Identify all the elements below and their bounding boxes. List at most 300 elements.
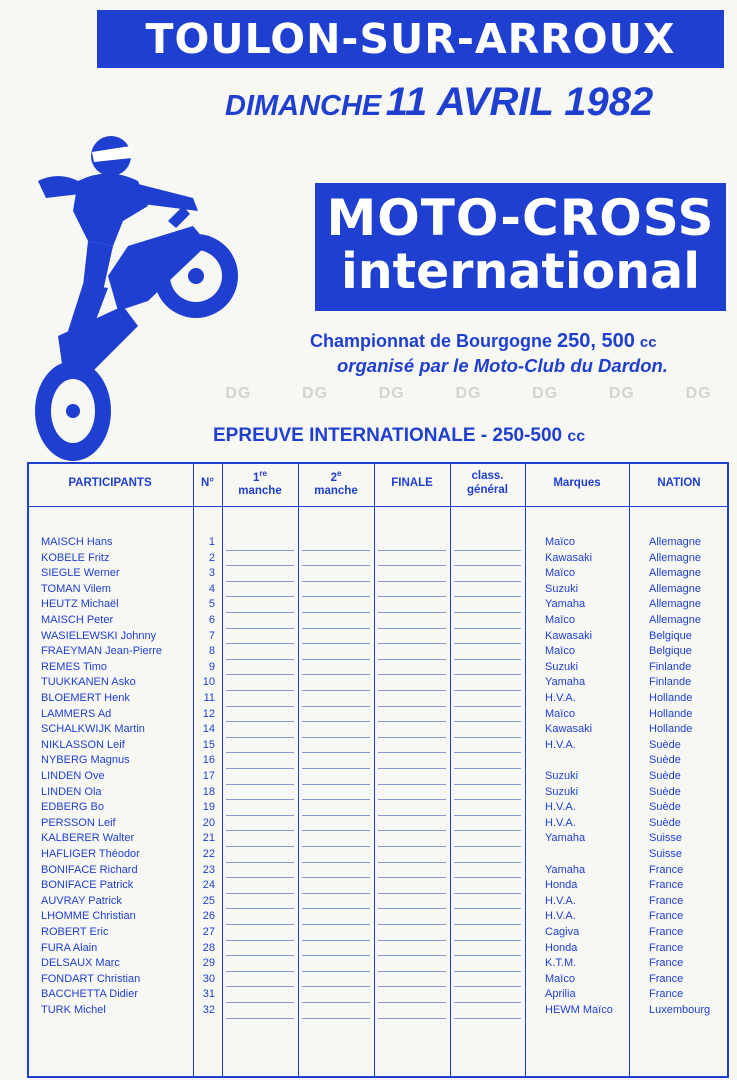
participant-number: 9 <box>208 660 215 673</box>
participant-number: 31 <box>202 988 215 1001</box>
participant-name: LINDEN Ove <box>41 770 105 782</box>
participant-number: 16 <box>202 754 215 767</box>
result-entry-line <box>226 784 294 785</box>
header-classement <box>450 462 525 506</box>
participant-nation: Finlande <box>649 660 692 673</box>
result-entry-line <box>226 690 294 691</box>
header-divider <box>27 506 729 507</box>
participant-nation: Allemagne <box>649 582 701 595</box>
result-entry-line <box>302 908 370 909</box>
result-entry-line <box>454 674 521 675</box>
participant-name: REMES Timo <box>41 660 108 673</box>
result-entry-line <box>302 955 370 956</box>
participant-number: 32 <box>202 1004 215 1016</box>
result-entry-line <box>454 986 521 987</box>
participant-number: 8 <box>208 645 215 658</box>
participant-number: 27 <box>202 926 215 938</box>
result-entry-line <box>454 908 521 909</box>
result-entry-line <box>226 628 294 629</box>
result-entry-line <box>454 784 521 785</box>
result-entry-line <box>454 799 521 800</box>
participant-nation: Suède <box>649 770 681 782</box>
header-manche-1-ordinal <box>253 469 267 486</box>
watermark: DG <box>378 385 405 402</box>
result-entry-line <box>226 815 294 816</box>
participant-nation: Allemagne <box>649 614 701 626</box>
result-entry-line <box>454 768 521 769</box>
participant-name: LAMMERS Ad <box>41 707 112 720</box>
ordinal-suffix: e <box>336 468 342 478</box>
participant-marque: Maïco <box>545 972 575 985</box>
result-entry-line <box>378 971 446 972</box>
result-entry-line <box>226 596 294 597</box>
town-title: TOULON-SUR-ARROUX <box>97 10 724 68</box>
participant-nation: France <box>649 957 684 970</box>
participant-number: 7 <box>208 629 215 642</box>
result-entry-line <box>378 1002 446 1003</box>
participant-marque: Maïco <box>545 614 575 626</box>
result-entry-line <box>378 659 446 660</box>
participant-name: LINDEN Ola <box>41 785 102 798</box>
result-entry-line <box>302 1002 370 1003</box>
result-entry-line <box>226 612 294 613</box>
participant-number: 24 <box>202 879 215 892</box>
result-entry-line <box>454 565 521 566</box>
championship-unit: cc <box>639 334 657 351</box>
result-entry-line <box>302 877 370 878</box>
result-entry-line <box>454 862 521 863</box>
result-entry-line <box>226 908 294 909</box>
motocross-rider-illustration <box>18 126 243 466</box>
participant-nation: Suisse <box>649 832 683 845</box>
result-entry-line <box>226 721 294 722</box>
result-entry-line <box>378 674 446 675</box>
participant-nation: Hollande <box>649 723 693 736</box>
result-entry-line <box>378 784 446 785</box>
column-divider <box>374 462 375 1078</box>
result-entry-line <box>226 846 294 847</box>
participant-name: EDBERG Bo <box>41 801 104 814</box>
participant-name: TUUKKANEN Asko <box>41 676 136 689</box>
result-entry-line <box>302 659 370 660</box>
result-entry-line <box>454 721 521 722</box>
participant-name: WASIELEWSKI Johnny <box>41 629 157 642</box>
participant-name: FURA Alain <box>41 941 98 954</box>
result-entry-line <box>378 690 446 691</box>
participant-marque: Kawasaki <box>545 551 593 564</box>
participant-nation: Allemagne <box>649 567 701 580</box>
participant-marque: Yamaha <box>545 863 586 876</box>
participant-name: DELSAUX Marc <box>41 957 120 970</box>
watermark-row <box>0 385 737 409</box>
result-entry-line <box>226 752 294 753</box>
result-entry-line <box>378 986 446 987</box>
result-entry-line <box>226 1002 294 1003</box>
result-entry-line <box>226 924 294 925</box>
ordinal-number: 1 <box>253 471 260 484</box>
result-entry-line <box>226 986 294 987</box>
participant-nation: Finlande <box>649 676 692 689</box>
participant-nation: Allemagne <box>649 536 701 548</box>
participant-marque: Maïco <box>545 536 575 548</box>
participant-number: 29 <box>202 957 215 970</box>
participant-marque: Yamaha <box>545 676 586 689</box>
moto-cross-banner <box>315 183 726 311</box>
result-entry-line <box>454 550 521 551</box>
result-entry-line <box>302 737 370 738</box>
result-entry-line <box>454 690 521 691</box>
header-number <box>193 462 222 506</box>
result-entry-line <box>378 628 446 629</box>
participant-name: MAISCH Hans <box>41 536 113 548</box>
participant-nation: Belgique <box>649 629 692 642</box>
participant-marque <box>545 847 629 863</box>
result-entry-line <box>226 581 294 582</box>
participant-marque: Honda <box>545 941 578 954</box>
result-entry-line <box>378 612 446 613</box>
result-entry-line <box>378 862 446 863</box>
header-participants <box>27 462 193 506</box>
result-entry-line <box>226 971 294 972</box>
result-entry-line <box>454 628 521 629</box>
result-entry-line <box>454 706 521 707</box>
header-manche-2-label: manche <box>314 485 358 498</box>
race-title-unit: cc <box>567 428 586 445</box>
result-entry-line <box>378 815 446 816</box>
result-entry-line <box>226 940 294 941</box>
result-entry-line <box>302 565 370 566</box>
participant-number: 30 <box>202 972 215 985</box>
participant-name: FONDART Christian <box>41 972 141 985</box>
participant-nation: France <box>649 863 684 876</box>
watermark: DG <box>685 385 712 402</box>
result-entry-line <box>454 596 521 597</box>
participant-nation: France <box>649 972 684 985</box>
result-entry-line <box>378 940 446 941</box>
ordinal-suffix: re <box>259 468 267 478</box>
participant-name: SCHALKWIJK Martin <box>41 723 145 736</box>
participant-marque: Aprilia <box>545 988 576 1001</box>
participant-name: BONIFACE Richard <box>41 863 138 876</box>
result-entry-line <box>302 674 370 675</box>
result-entry-line <box>302 706 370 707</box>
column-divider <box>525 462 526 1078</box>
result-entry-line <box>378 877 446 878</box>
result-entry-line <box>454 815 521 816</box>
participant-number: 17 <box>202 770 215 782</box>
result-entry-line <box>378 550 446 551</box>
result-entry-line <box>302 550 370 551</box>
header-nation-label: NATION <box>657 477 701 490</box>
result-entry-line <box>302 815 370 816</box>
header-class-line-2: général <box>467 484 508 496</box>
participant-name: NYBERG Magnus <box>41 754 130 767</box>
participant-nation: Suède <box>649 754 681 767</box>
result-entry-line <box>226 674 294 675</box>
participant-nation: France <box>649 926 684 938</box>
participant-number: 21 <box>202 832 215 845</box>
result-entry-line <box>302 799 370 800</box>
result-entry-line <box>454 924 521 925</box>
participant-nation: Suède <box>649 785 681 798</box>
result-entry-line <box>454 955 521 956</box>
column-divider <box>222 462 223 1078</box>
result-entry-line <box>302 846 370 847</box>
result-entry-line <box>226 565 294 566</box>
result-entry-line <box>454 830 521 831</box>
result-entry-line <box>302 784 370 785</box>
result-entry-line <box>454 971 521 972</box>
watermark: DG <box>225 385 252 402</box>
participant-nation: Hollande <box>649 707 693 720</box>
participant-number: 11 <box>203 692 215 704</box>
result-entry-line <box>378 565 446 566</box>
result-entry-line <box>302 752 370 753</box>
participant-number: 6 <box>208 614 215 626</box>
participant-nation: France <box>649 894 684 907</box>
participant-nation: Suisse <box>649 848 683 860</box>
result-entry-line <box>378 908 446 909</box>
date-day: DIMANCHE <box>225 90 382 122</box>
result-entry-line <box>226 1018 294 1019</box>
participant-name: MAISCH Peter <box>41 614 114 626</box>
participant-number: 19 <box>202 801 215 814</box>
participant-name: PERSSON Leif <box>41 816 116 829</box>
result-entry-line <box>454 643 521 644</box>
participant-name: FRAEYMAN Jean-Pierre <box>41 645 163 658</box>
participant-number: 1 <box>208 536 215 548</box>
participant-name: BACCHETTA Didier <box>41 988 138 1001</box>
participant-marque: HEWM Maïco <box>545 1004 613 1016</box>
result-entry-line <box>226 862 294 863</box>
championship-classes: 250, 500 <box>557 330 635 352</box>
result-entry-line <box>302 1018 370 1019</box>
participant-number: 14 <box>202 723 215 736</box>
participant-number: 23 <box>202 863 215 876</box>
result-entry-line <box>454 752 521 753</box>
result-entry-line <box>226 830 294 831</box>
participant-nation: France <box>649 988 684 1001</box>
race-title <box>213 425 733 447</box>
participant-marque: K.T.M. <box>545 957 577 970</box>
participant-name: KALBERER Walter <box>41 832 135 845</box>
result-entry-line <box>378 768 446 769</box>
participant-marque: Suzuki <box>545 660 579 673</box>
participant-name: NIKLASSON Leif <box>41 738 125 751</box>
participant-marque: H.V.A. <box>545 816 576 829</box>
result-entry-line <box>378 596 446 597</box>
result-entry-line <box>454 612 521 613</box>
organiser-line: organisé par le Moto-Club du Dardon. <box>337 355 668 376</box>
result-entry-line <box>302 690 370 691</box>
participant-marque <box>545 753 629 769</box>
participant-name: SIEGLE Werner <box>41 567 120 580</box>
watermark: DG <box>608 385 635 402</box>
results-table <box>27 462 729 1078</box>
column-divider <box>298 462 299 1078</box>
result-entry-line <box>302 721 370 722</box>
event-date <box>225 80 725 125</box>
result-entry-line <box>302 768 370 769</box>
result-entry-line <box>302 830 370 831</box>
watermark: DG <box>532 385 559 402</box>
participant-nation: France <box>649 879 684 892</box>
header-finale-label: FINALE <box>391 477 433 490</box>
result-entry-line <box>378 1018 446 1019</box>
participant-marque: Maïco <box>545 645 575 658</box>
result-entry-line <box>226 706 294 707</box>
result-entry-line <box>302 862 370 863</box>
result-entry-line <box>378 721 446 722</box>
participant-nation: Suède <box>649 816 681 829</box>
header-nation <box>629 462 729 506</box>
participant-marque: Honda <box>545 879 578 892</box>
result-entry-line <box>454 659 521 660</box>
result-entry-line <box>302 940 370 941</box>
participant-name: KOBELE Fritz <box>41 551 110 564</box>
participant-nation: Suède <box>649 738 681 751</box>
participant-marque: Suzuki <box>545 785 579 798</box>
participant-marque: H.V.A. <box>545 894 576 907</box>
result-entry-line <box>378 955 446 956</box>
result-entry-line <box>226 877 294 878</box>
championship-line <box>310 330 734 353</box>
result-entry-line <box>454 877 521 878</box>
ordinal-number: 2 <box>330 471 337 484</box>
participant-marque: Maïco <box>545 567 575 580</box>
participant-marque: Suzuki <box>545 770 579 782</box>
participant-name: ROBERT Eric <box>41 926 109 938</box>
participant-nation: Allemagne <box>649 598 701 611</box>
result-entry-line <box>302 596 370 597</box>
participant-marque: H.V.A. <box>545 910 576 923</box>
participant-nation: Belgique <box>649 645 692 658</box>
participant-number: 18 <box>202 785 215 798</box>
result-entry-line <box>454 1002 521 1003</box>
result-entry-line <box>378 581 446 582</box>
participant-marque: Maïco <box>545 707 575 720</box>
watermark: DG <box>302 385 329 402</box>
participant-marque: Kawasaki <box>545 629 593 642</box>
result-entry-line <box>226 955 294 956</box>
participant-marque: Suzuki <box>545 582 579 595</box>
result-entry-line <box>454 737 521 738</box>
header-marques <box>525 462 629 506</box>
participant-nation: Allemagne <box>649 551 701 564</box>
result-entry-line <box>302 924 370 925</box>
result-entry-line <box>226 768 294 769</box>
result-entry-line <box>454 846 521 847</box>
participant-name: AUVRAY Patrick <box>41 894 122 907</box>
participant-nation: Hollande <box>649 692 693 704</box>
participant-number: 5 <box>208 598 215 611</box>
header-participants-label: PARTICIPANTS <box>68 477 152 490</box>
participant-marque: Kawasaki <box>545 723 593 736</box>
result-entry-line <box>302 971 370 972</box>
result-entry-line <box>378 737 446 738</box>
participant-nation: France <box>649 910 684 923</box>
result-entry-line <box>302 986 370 987</box>
column-divider <box>450 462 451 1078</box>
result-entry-line <box>378 924 446 925</box>
banner-line-1: MOTO-CROSS <box>326 189 715 247</box>
participant-number: 2 <box>208 551 215 564</box>
participant-name: HAFLIGER Théodor <box>41 848 140 860</box>
participant-name: TURK Michel <box>41 1004 106 1016</box>
result-entry-line <box>226 893 294 894</box>
column-divider <box>629 462 630 1078</box>
participant-number: 10 <box>202 676 215 689</box>
participant-marque: Yamaha <box>545 598 586 611</box>
result-entry-line <box>226 643 294 644</box>
participant-marque: Yamaha <box>545 832 586 845</box>
participant-nation: Luxembourg <box>649 1004 711 1016</box>
participant-number: 26 <box>202 910 215 923</box>
result-entry-line <box>378 643 446 644</box>
result-entry-line <box>302 581 370 582</box>
participant-nation: France <box>649 941 684 954</box>
result-entry-line <box>226 799 294 800</box>
result-entry-line <box>454 1018 521 1019</box>
result-entry-line <box>226 659 294 660</box>
result-entry-line <box>378 846 446 847</box>
participant-name: HEUTZ Michaël <box>41 598 119 611</box>
participant-number: 15 <box>202 738 215 751</box>
date-rest: 11 AVRIL 1982 <box>385 80 654 124</box>
result-entry-line <box>302 643 370 644</box>
watermark: DG <box>455 385 482 402</box>
participant-number: 12 <box>202 707 215 720</box>
header-manche-2 <box>298 462 374 506</box>
participant-name: TOMAN Vilem <box>41 582 111 595</box>
championship-name: Championnat de Bourgogne <box>310 331 552 351</box>
result-entry-line <box>454 581 521 582</box>
participant-number: 28 <box>202 941 215 954</box>
participant-name: BONIFACE Patrick <box>41 879 134 892</box>
participant-name: LHOMME Christian <box>41 910 136 923</box>
participant-name: BLOEMERT Henk <box>41 692 130 704</box>
result-entry-line <box>378 893 446 894</box>
result-entry-line <box>378 706 446 707</box>
participant-number: 25 <box>202 894 215 907</box>
result-entry-line <box>302 628 370 629</box>
header-marques-label: Marques <box>553 477 601 490</box>
result-entry-line <box>378 799 446 800</box>
header-finale <box>374 462 450 506</box>
participant-marque: H.V.A. <box>545 738 576 751</box>
result-entry-line <box>302 612 370 613</box>
header-manche-2-ordinal <box>331 469 342 486</box>
result-entry-line <box>378 752 446 753</box>
race-title-text: EPREUVE INTERNATIONALE - 250-500 <box>213 425 563 446</box>
result-entry-line <box>454 940 521 941</box>
participant-marque: H.V.A. <box>545 801 576 814</box>
participant-marque: Cagiva <box>545 926 580 938</box>
participant-number: 3 <box>208 567 215 580</box>
header-manche-1-label: manche <box>238 485 282 498</box>
result-entry-line <box>226 737 294 738</box>
header-class-line-1: class. <box>471 470 504 483</box>
participant-number: 22 <box>202 848 215 860</box>
participant-number: 20 <box>202 816 215 829</box>
header-manche-1 <box>222 462 298 506</box>
result-entry-line <box>378 830 446 831</box>
participant-marque: H.V.A. <box>545 692 576 704</box>
result-entry-line <box>454 893 521 894</box>
participant-nation: Suède <box>649 801 681 814</box>
banner-line-2: international <box>340 243 701 300</box>
result-entry-line <box>226 550 294 551</box>
